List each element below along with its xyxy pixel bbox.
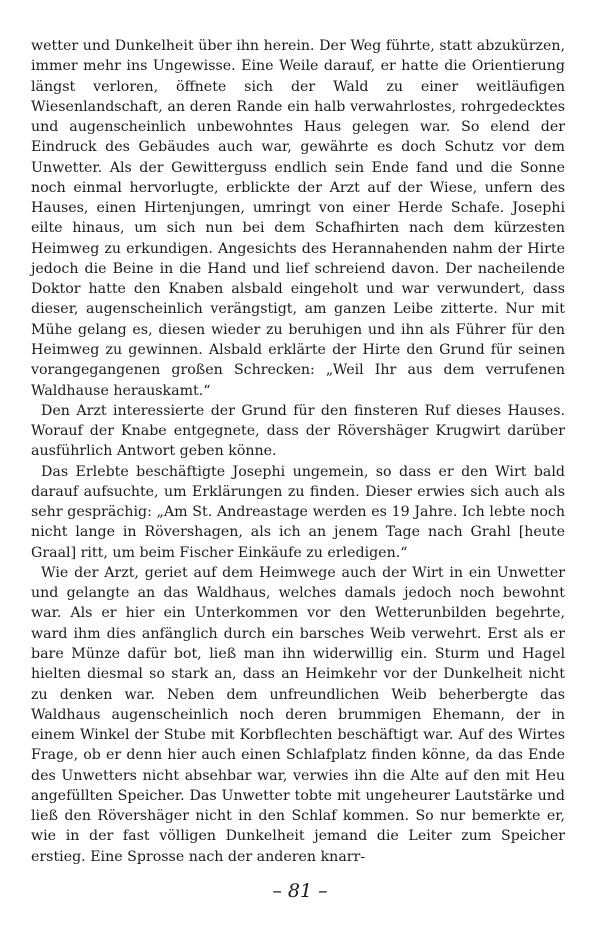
paragraph-4: Wie der Arzt, geriet auf dem Heimwege auch der Wirt in ein Unwetter und gelangte an das Waldhaus, welches damals jedoch noch bewohnt war. Als er hier ein Unterkommen vor den Wetterunbilden begehrte, ward ihm dies anfänglich durch ein barsches Weib verwehrt. Erst als er bare Münze dafür bot, ließ man ihn widerwillig ein. Sturm und Hagel hielten diesmal so stark an, dass an Heimkehr vor der Dunkelheit nicht zu denken war. Neben dem unfreundlichen Weib beherbergte das Waldhaus augenscheinlich noch deren brummigen Ehemann, der in einem Winkel der Stube mit Korbflechten beschäftigt war. Auf des Wirtes Frage, ob er denn hier auch einen Schlafplatz finden könne, da das Ende des Unwetters nicht absehbar war, verwies ihn die Alte auf den mit Heu angefüllten Speicher. Das Unwetter tobte mit ungeheurer Lautstärke und ließ den Rövershäger nicht in den Schlaf kommen. So nur bemerkte er, wie in der fast völligen Dunkelheit jemand die Leiter zum Speicher erstieg. Eine Sprosse nach der anderen knarr- [31, 564, 565, 865]
page-number: – 81 – [272, 880, 328, 902]
paragraph-2: Den Arzt interessierte der Grund für den finsteren Ruf dieses Hauses. Worauf der Knabe entgegnete, dass der Rövershäger Krugwirt darüber ausführlich Antwort geben könne. [31, 402, 565, 460]
paragraph-1: wetter und Dunkelheit über ihn herein. Der Weg führte, statt abzukürzen, immer mehr ins Ungewisse. Eine Weile darauf, er hatte die Orientierung längst verloren, öffnete sich der Wald zu einer weitläufigen Wiesenlandschaft, an deren Rande ein halb verwahrlostes, rohrgedecktes und augenscheinlich unbewohntes Haus gelegen war. So elend der Eindruck des Gebäudes auch war, gewährte es doch Schutz vor dem Unwetter. Als der Gewitterguss endlich sein Ende fand und die Sonne noch einmal hervorlugte, erblickte der Arzt auf der Wiese, unfern des Hauses, einen Hirtenjungen, umringt von einer Herde Schafe. Josephi eilte hinaus, um sich nun bei dem Schafhirten nach dem kürzesten Heimweg zu erkundigen. Angesichts des Herannahenden nahm der Hirte jedoch die Beine in die Hand und lief schreiend davon. Der nacheilende Doktor hatte den Knaben alsbald eingeholt und war verwundert, dass dieser, augenscheinlich verängstigt, am ganzen Leibe zitterte. Nur mit Mühe gelang es, diesen wieder zu beruhigen und ihn als Führer für den Heimweg zu gewinnen. Alsbald erklärte der Hirte den Grund für seinen vorangegangenen großen Schrecken: „Weil Ihr aus dem verrufenen Waldhause herauskamt.“ [31, 38, 565, 399]
paragraph-3: Das Erlebte beschäftigte Josephi ungemein, so dass er den Wirt bald darauf aufsuchte, um Erklärungen zu finden. Dieser erwies sich auch als sehr gesprächig: „Am St. Andreastage werden es 19 Jahre. Ich lebte noch nicht lange in Rövershagen, als ich an jenem Tage nach Grahl [heute Graal] ritt, um beim Fischer Einkäufe zu erledigen.“ [31, 463, 565, 561]
body-text [31, 36, 565, 867]
